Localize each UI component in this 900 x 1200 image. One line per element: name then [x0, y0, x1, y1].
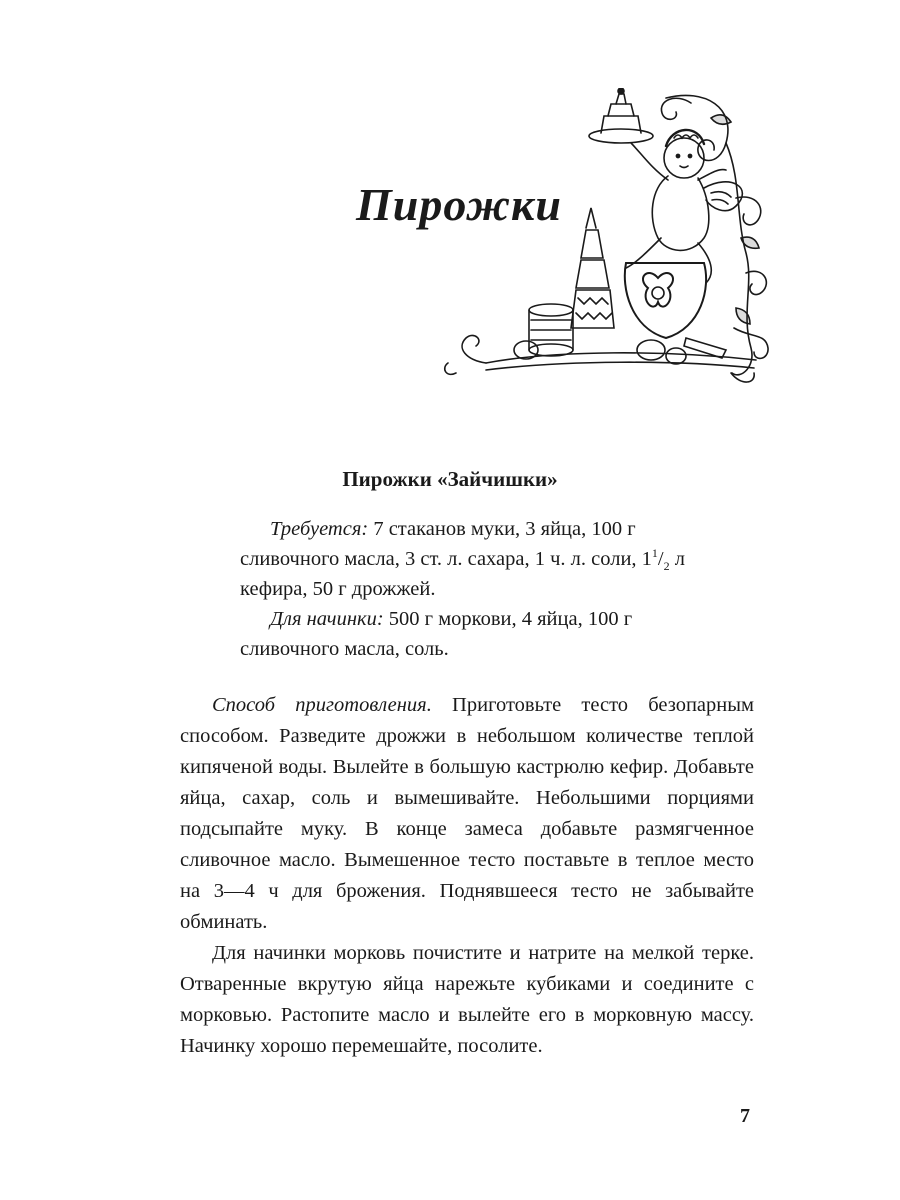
fraction-slash: / [657, 548, 664, 570]
required-label: Требуется: [270, 518, 369, 540]
method-text-1: Приготовьте тесто безопарным способом. Разведите дрожжи в небольшом количестве теплой кипяченой воды. Вылейте в большую кастрюлю кефир. Добавьте яйца, сахар, соль и вымешивайте. Небольшими порциями подсыпайте муку. В конце замеса добавьте размягченное сливочное масло. Вымешенное тесто поставьте в теплое место на 3—4 ч для брожения. Поднявшееся тесто не забывайте обминать. [180, 694, 755, 933]
required-ingredients [240, 514, 710, 604]
filling-text: 500 г моркови, 4 яйца, 100 г сливочного масла, соль. [240, 608, 633, 660]
method-paragraph-1 [180, 690, 754, 938]
chapter-title: Пирожки [356, 179, 562, 230]
fraction-numerator: 1 [651, 546, 658, 561]
method-block [180, 690, 754, 1062]
required-text-2: л кефира, 50 г дрожжей. [240, 548, 685, 600]
filling-label: Для начинки: [270, 608, 384, 630]
fraction-denominator: 2 [663, 559, 670, 574]
filling-ingredients [240, 604, 710, 664]
recipe-title: Пирожки «Зайчишки» [342, 467, 558, 491]
method-label: Способ приготовления. [212, 694, 432, 716]
page-number: 7 [740, 1105, 750, 1127]
cherub-with-pastries-ornament-icon [436, 88, 776, 388]
fraction-whole: 1 [641, 548, 652, 570]
method-paragraph-2: Для начинки морковь почистите и натрите на мелкой терке. Отваренные вкрутую яйца нарежьте кубиками и соедините с морковью. Растопите масло и вылейте его в морковную массу. Начинку хорошо перемешайте, посолите. [180, 942, 754, 1057]
ingredients-block [240, 514, 710, 664]
required-text-1: 7 стаканов муки, 3 яйца, 100 г сливочного масла, 3 ст. л. сахара, 1 ч. л. соли, [240, 518, 642, 570]
